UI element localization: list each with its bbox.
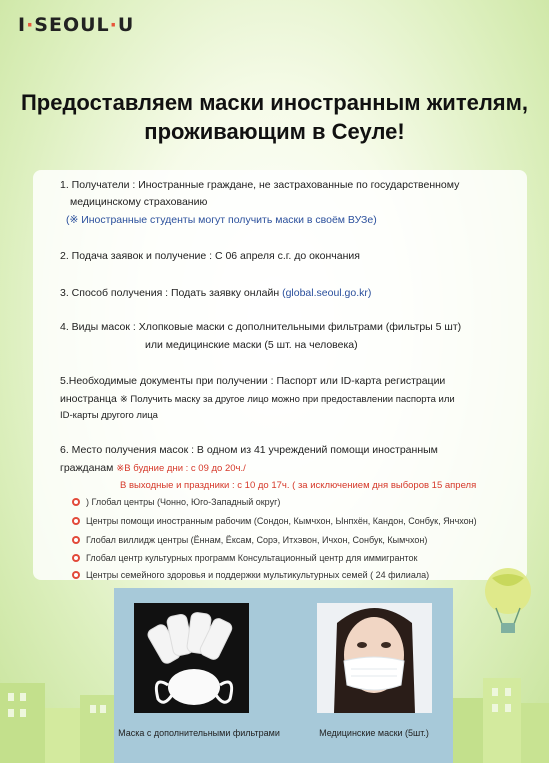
- place-label: Центры помощи иностранным рабочим (Сондон, Кымчхон, Ынпхён, Кандон, Сонбук, Янчхон): [86, 516, 477, 526]
- hours-weekend: В выходные и праздники : с 10 до 17ч. ( за исключением дня выборов 15 апреля: [120, 480, 477, 491]
- place-item: [72, 496, 280, 509]
- place-line-1: 6. Место получения масок : В одном из 41 учреждений помощи иностранным: [60, 444, 438, 456]
- method-text: [60, 284, 371, 302]
- period-text: 2. Подача заявок и получение : С 06 апреля с.г. до окончания: [60, 250, 360, 262]
- recipients-line-2: медицинскому страхованию: [70, 196, 208, 208]
- map-pin-icon: [72, 554, 80, 562]
- docs-line-3: ID-карты другого лица: [60, 410, 158, 421]
- recipients-note: (※ Иностранные студенты могут получить маски в своём ВУЗе): [66, 214, 377, 226]
- hot-air-balloon-icon: [478, 566, 538, 638]
- types-line-1: 4. Виды масок : Хлопковые маски с дополнительными фильтрами (фильтры 5 шт): [60, 321, 462, 333]
- seoul-logo: [18, 14, 134, 36]
- place-label: Центры семейного здоровья и поддержки мультикультурных семей ( 24 филиала): [86, 570, 430, 580]
- hours-weekdays: ※В будние дни : с 09 до 20ч./: [116, 463, 246, 474]
- logo-u: U: [117, 14, 135, 36]
- place-line-2: [60, 459, 246, 478]
- place-item: [72, 515, 477, 528]
- place-item: [72, 534, 427, 547]
- place-label: Глобал виллидж центры (Ённам, Ёксам, Сорэ, Итхэвон, Ичхон, Сонбук, Кымчхон): [86, 535, 428, 545]
- place-item: [72, 569, 429, 582]
- method-prefix: 3. Способ получения : Подать заявку онлайн: [60, 287, 283, 299]
- logo-dot-icon: ·: [26, 14, 35, 36]
- docs-note: ※ Получить маску за другое лицо можно при предоставлении паспорта или: [119, 394, 455, 405]
- title-line-2: проживающим в Сеуле!: [144, 119, 405, 144]
- medical-mask-photo: [317, 603, 432, 713]
- place-label: Глобал центр культурных программ Консультационный центр для иммигранток: [86, 553, 418, 563]
- logo-seoul: SEOUL: [34, 14, 110, 36]
- title-line-1: Предоставляем маски иностранным жителям,: [20, 90, 529, 115]
- logo-i: I: [18, 14, 27, 36]
- docs-prefix: иностранца: [60, 393, 120, 405]
- types-line-2: или медицинские маски (5 шт. на человека): [145, 339, 358, 351]
- method-link[interactable]: (global.seoul.go.kr): [282, 287, 372, 299]
- place-item: [72, 552, 417, 565]
- woman-with-mask-icon: [317, 603, 432, 713]
- medical-mask-caption: Медицинские маски (5шт.): [319, 728, 429, 738]
- page-title: [0, 88, 549, 146]
- mask-photos-panel: [114, 588, 453, 763]
- cotton-mask-icon: [134, 603, 249, 713]
- map-pin-icon: [72, 536, 80, 544]
- docs-line-1: 5.Необходимые документы при получении : Паспорт или ID-карта регистрации: [60, 375, 446, 387]
- map-pin-icon: [72, 517, 80, 525]
- map-pin-icon: [72, 571, 80, 579]
- place-prefix: гражданам: [60, 462, 117, 474]
- cotton-mask-photo: [134, 603, 249, 713]
- logo-dot-icon: ·: [109, 14, 118, 36]
- cotton-mask-caption: Маска с дополнительными фильтрами: [118, 728, 280, 738]
- recipients-line-1: 1. Получатели : Иностранные граждане, не застрахованные по государственному: [60, 179, 460, 191]
- map-pin-icon: [72, 498, 80, 506]
- place-label: ) Глобал центры (Чонно, Юго-Западный округ): [86, 497, 281, 507]
